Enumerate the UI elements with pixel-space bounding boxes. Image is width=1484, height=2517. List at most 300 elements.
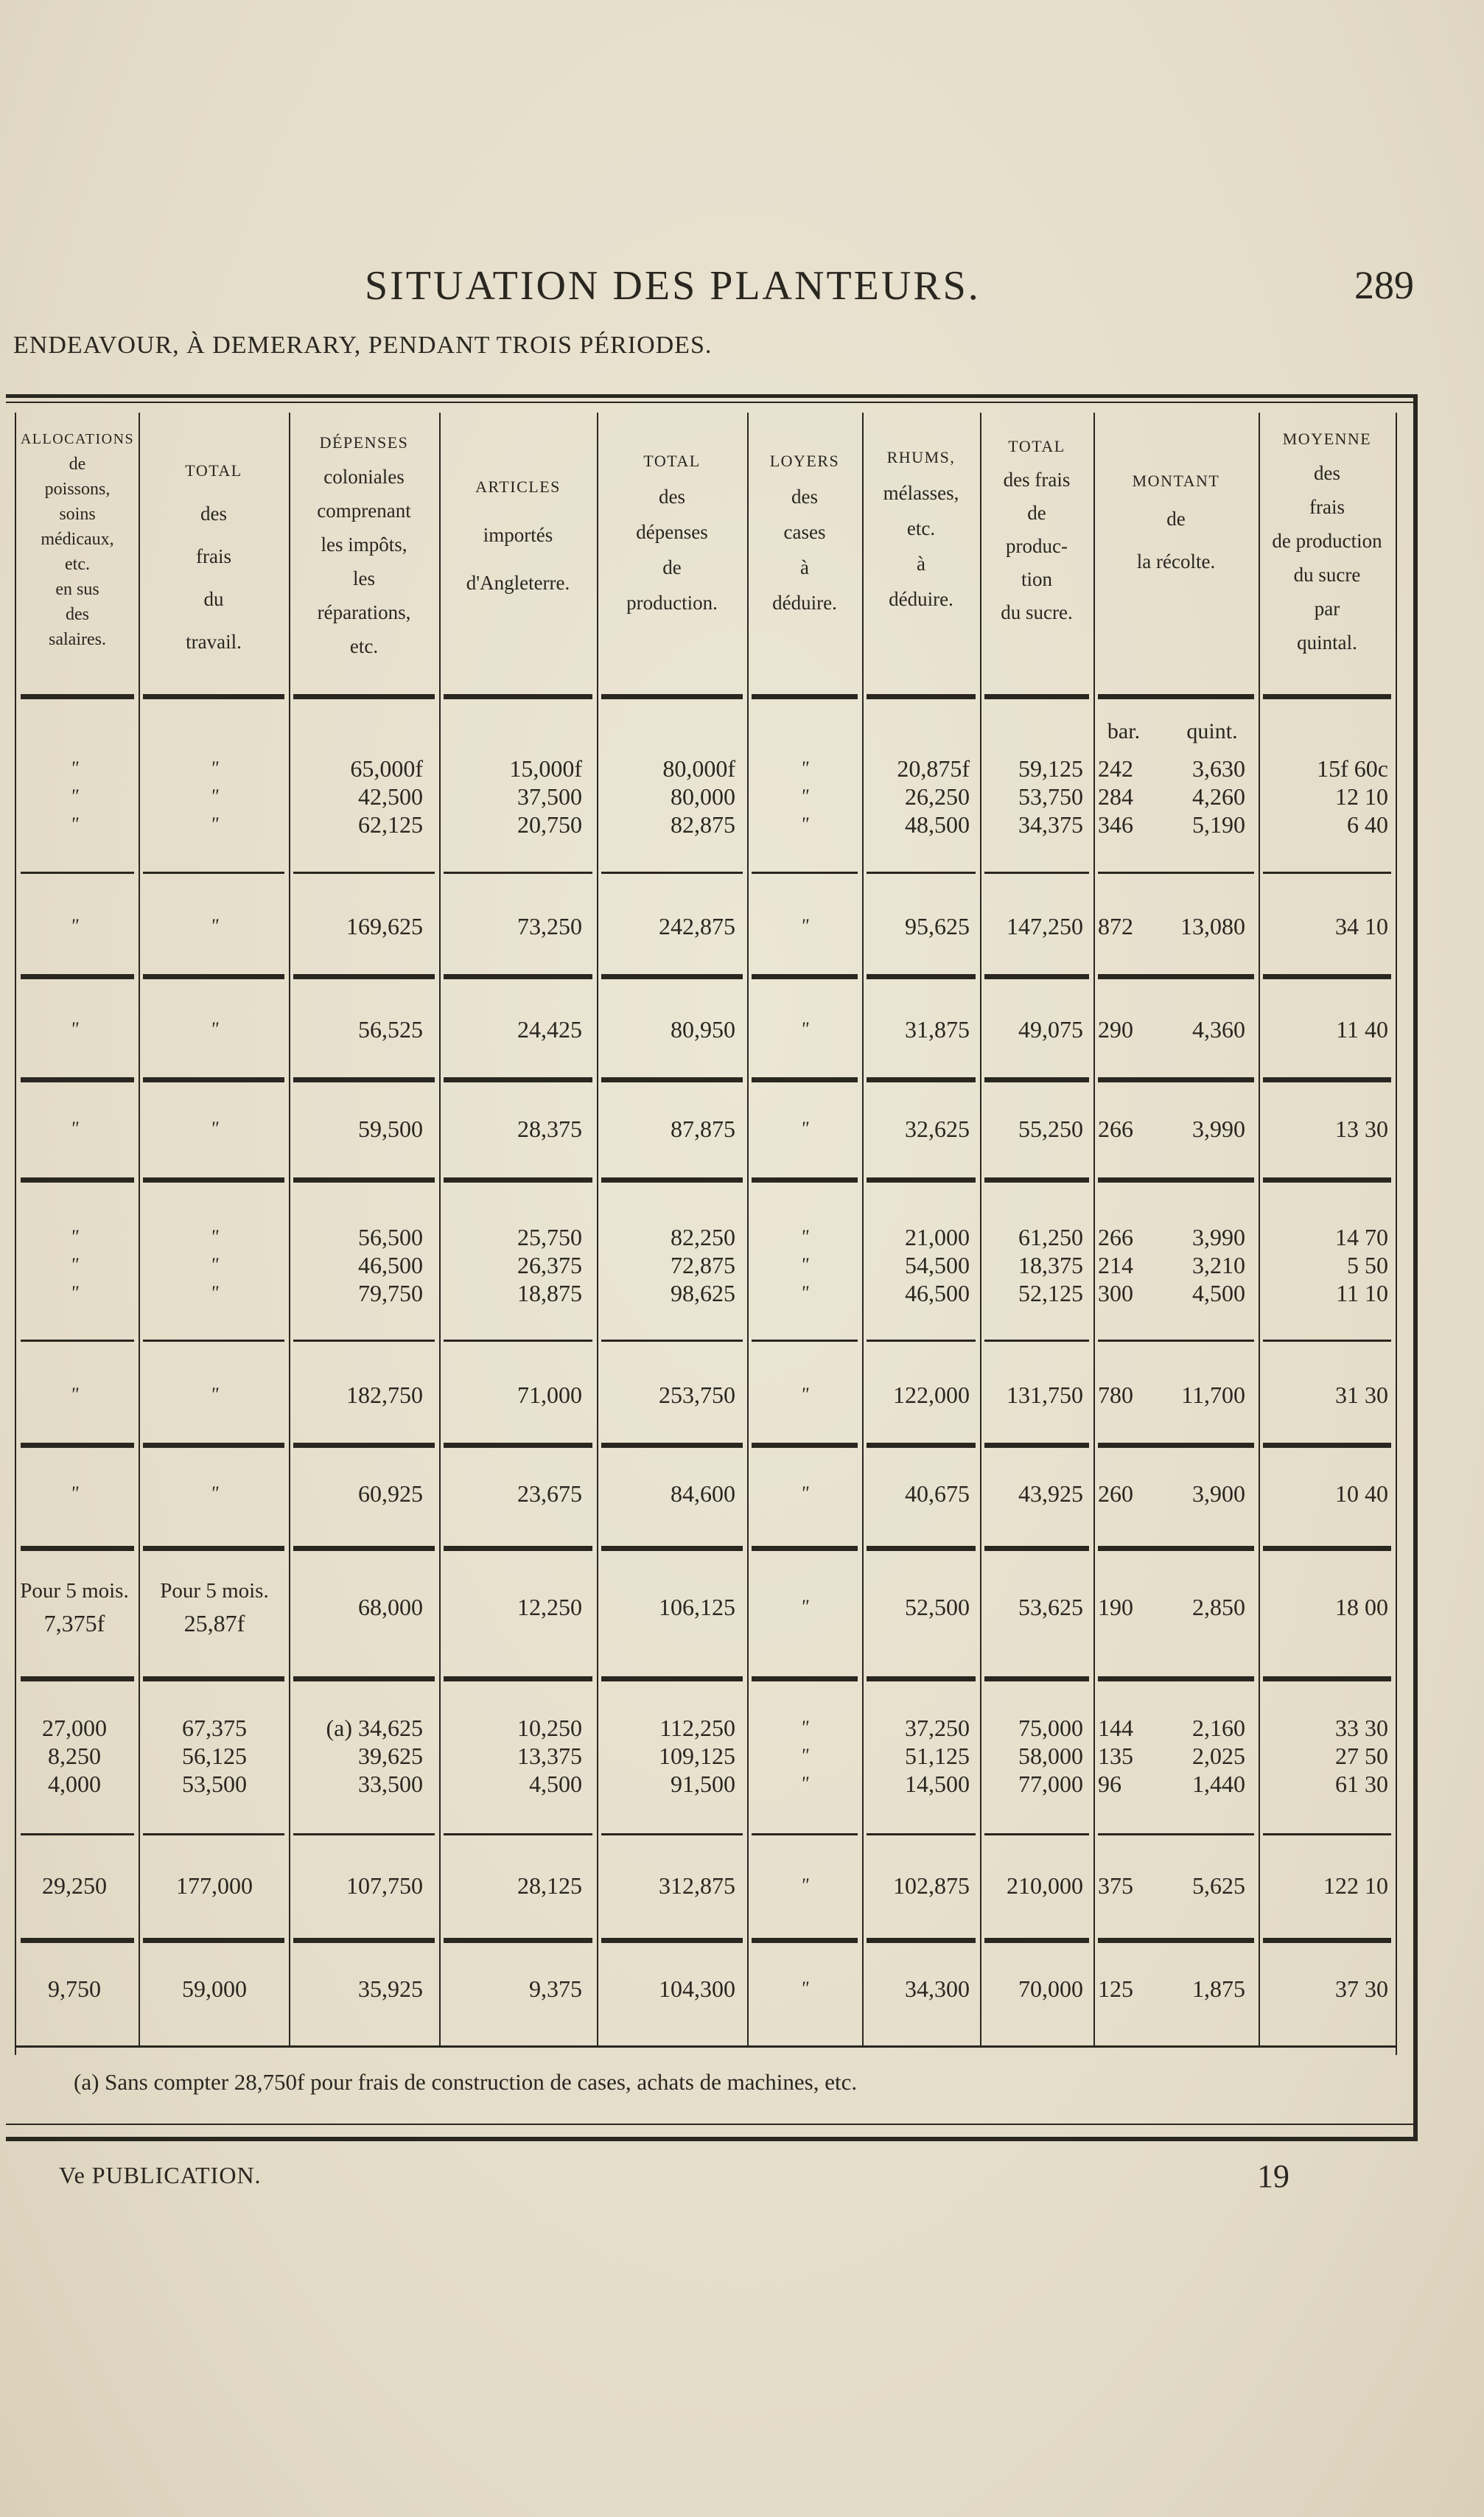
table-cell-quint: 1,440 [1192, 1771, 1245, 1797]
row-rule [293, 1676, 435, 1681]
column-header-c8: TOTAL [1008, 437, 1065, 455]
column-header-c4: importés [483, 524, 553, 546]
table-cell-c4: 20,750 [517, 811, 582, 838]
row-rule [143, 974, 284, 979]
column-header-c1: soins [59, 505, 96, 524]
footnote: (a) Sans compter 28,750f pour frais de construction de cases, achats de machines, etc. [74, 2069, 858, 2095]
column-rule [439, 413, 441, 2045]
table-cell-c5: 104,300 [659, 1975, 735, 2002]
table-cell-c1: Pour 5 mois. [20, 1579, 129, 1603]
table-cell-quint: 3,210 [1192, 1252, 1245, 1278]
column-rule [980, 413, 981, 2045]
table-cell-bar: 242 [1098, 755, 1133, 782]
row-rule [21, 1177, 134, 1183]
row-rule [21, 1546, 134, 1551]
table-cell-c7: 31,875 [905, 1016, 970, 1043]
table-cell-c2: 59,000 [182, 1975, 247, 2002]
table-subtitle: ENDEAVOUR, À DEMERARY, PENDANT TROIS PÉRIODES. [13, 332, 713, 359]
table-cell-c1: " [70, 785, 79, 807]
table-cell-c1: " [70, 757, 79, 779]
row-rule [1263, 1340, 1391, 1342]
table-cell-quint: 2,160 [1192, 1715, 1245, 1741]
column-header-c9: la récolte. [1136, 550, 1216, 573]
row-rule [601, 1177, 743, 1183]
column-header-c7: déduire. [889, 588, 953, 610]
column-header-c1: en sus [55, 580, 99, 599]
table-cell-c1: 4,000 [48, 1771, 101, 1797]
row-rule [601, 694, 743, 699]
table-cell-c6: " [800, 1482, 809, 1504]
table-cell-quint: 3,630 [1192, 755, 1245, 782]
row-rule [867, 1340, 976, 1342]
table-cell-c8: 59,125 [1018, 755, 1083, 782]
row-rule [752, 1546, 858, 1551]
row-rule [867, 1443, 976, 1448]
table-cell-bar: 290 [1098, 1016, 1133, 1043]
column-header-c2: frais [196, 545, 231, 567]
table-cell-c2: " [210, 1226, 219, 1247]
row-rule [601, 974, 743, 979]
row-rule [984, 872, 1089, 874]
table-cell-c7: 32,625 [905, 1116, 970, 1142]
table-cell-c5: 80,950 [671, 1016, 735, 1043]
column-header-c2: TOTAL [185, 461, 242, 480]
table-cell-c6: " [800, 1596, 809, 1617]
row-rule [293, 1177, 435, 1183]
table-cell-c3: 107,750 [346, 1872, 423, 1899]
column-header-c7: etc. [906, 517, 936, 539]
running-title: SITUATION DES PLANTEURS. [365, 263, 981, 309]
table-cell-bar: 214 [1098, 1252, 1133, 1278]
table-cell-bar: 375 [1098, 1872, 1133, 1899]
table-cell-c3: 46,500 [358, 1252, 423, 1278]
table-cell-c5: 72,875 [671, 1252, 735, 1278]
page-number: 289 [1354, 263, 1414, 307]
row-rule [984, 1676, 1089, 1681]
row-rule [867, 872, 976, 874]
table-cell-c5: 312,875 [659, 1872, 735, 1899]
table-cell-moy: 13 30 [1335, 1116, 1388, 1142]
table-cell-c3: 35,925 [358, 1975, 423, 2002]
table-cell-c1: 9,750 [48, 1975, 101, 2002]
table-cell-c7: 40,675 [905, 1480, 970, 1507]
table-cell-c6: " [800, 1384, 809, 1405]
table-cell-c2: " [210, 1384, 219, 1405]
row-rule [444, 872, 592, 874]
row-rule [21, 974, 134, 979]
table-cell-c7: 122,000 [893, 1382, 970, 1408]
row-rule [867, 1077, 976, 1082]
table-cell-c5: 80,000f [662, 755, 735, 782]
row-rule [293, 694, 435, 699]
row-rule [143, 1443, 284, 1448]
table-cell-c2: Pour 5 mois. [160, 1579, 269, 1603]
column-rule [139, 413, 140, 2045]
column-header-c5: dépenses [636, 521, 708, 543]
table-cell-c8: 75,000 [1018, 1715, 1083, 1741]
row-rule [601, 1938, 743, 1943]
table-cell-c3: 42,500 [358, 783, 423, 810]
column-header-c8: de [1027, 502, 1046, 524]
table-cell-moy: 31 30 [1335, 1382, 1388, 1408]
table-cell-c4: 28,125 [517, 1872, 582, 1899]
table-cell-c4: 18,875 [517, 1280, 582, 1306]
table-cell-c5: 87,875 [671, 1116, 735, 1142]
row-rule [1263, 1676, 1391, 1681]
column-header-c5: des [659, 486, 685, 508]
table-cell-quint: 4,260 [1192, 783, 1245, 810]
row-rule [1098, 1177, 1254, 1183]
column-rule [597, 413, 598, 2045]
row-rule [984, 1546, 1089, 1551]
table-cell-c2: " [210, 757, 219, 779]
table-cell-c3: 68,000 [358, 1594, 423, 1620]
table-cell-c8: 210,000 [1007, 1872, 1083, 1899]
table-cell-c4: 26,375 [517, 1252, 582, 1278]
row-rule [867, 1938, 976, 1943]
table-cell-bar: 872 [1098, 913, 1133, 939]
table-cell-c6: " [800, 1717, 809, 1738]
column-header-c9: MONTANT [1132, 472, 1220, 490]
row-rule [444, 1077, 592, 1082]
table-cell-c5: 82,250 [671, 1224, 735, 1250]
row-rule [867, 1676, 976, 1681]
table-cell-c1: 7,375f [43, 1610, 105, 1636]
column-header-c1: de [69, 455, 86, 474]
column-header-c3: etc. [349, 635, 379, 657]
table-cell-bar: 780 [1098, 1382, 1133, 1408]
column-header-c10: frais [1309, 496, 1345, 518]
row-rule [143, 1833, 284, 1835]
column-header-c8: du sucre. [1001, 601, 1073, 623]
row-rule [293, 872, 435, 874]
row-rule [444, 1443, 592, 1448]
table-cell-c4: 24,425 [517, 1016, 582, 1043]
table-cell-c6: " [800, 915, 809, 937]
table-cell-c1: " [70, 1282, 79, 1303]
row-rule [752, 1443, 858, 1448]
row-rule [444, 1938, 592, 1943]
table-cell-c6: " [800, 1874, 809, 1896]
table-cell-c2: " [210, 1254, 219, 1275]
montant-quint-subheader: quint. [1186, 719, 1238, 743]
table-cell-moy: 12 10 [1335, 783, 1388, 810]
column-header-c7: RHUMS, [886, 448, 956, 466]
column-header-c2: des [200, 503, 227, 525]
row-rule [1263, 1546, 1391, 1551]
table-cell-quint: 3,990 [1192, 1224, 1245, 1250]
table-cell-c2: " [210, 785, 219, 807]
row-rule [1098, 1833, 1254, 1835]
table-cell-c4: 28,375 [517, 1116, 582, 1142]
row-rule [444, 974, 592, 979]
column-header-c8: tion [1021, 568, 1052, 590]
table-cell-moy: 37 30 [1335, 1975, 1388, 2002]
table-cell-quint: 5,190 [1192, 811, 1245, 838]
table-cell-c6: " [800, 1118, 809, 1139]
table-cell-quint: 2,025 [1192, 1743, 1245, 1769]
row-rule [984, 1833, 1089, 1835]
table-cell-c1: " [70, 1118, 79, 1139]
row-rule [752, 872, 858, 874]
column-header-c6: des [791, 486, 818, 508]
table-cell-c2: 177,000 [176, 1872, 253, 1899]
row-rule [444, 1546, 592, 1551]
table-cell-c5: 242,875 [659, 913, 735, 939]
table-cell-c3: (a) 34,625 [326, 1715, 423, 1741]
column-header-c3: DÉPENSES [319, 433, 409, 452]
table-cell-c3: 65,000f [350, 755, 423, 782]
table-cell-moy: 6 40 [1347, 811, 1388, 838]
table-cell-c1: " [70, 1384, 79, 1405]
table-cell-c8: 52,125 [1018, 1280, 1083, 1306]
row-rule [143, 1546, 284, 1551]
column-header-c2: travail. [186, 631, 242, 653]
table-cell-c3: 39,625 [358, 1743, 423, 1769]
table-cell-quint: 3,990 [1192, 1116, 1245, 1142]
column-header-c6: cases [783, 521, 826, 543]
column-header-c10: MOYENNE [1282, 430, 1372, 448]
table-cell-c8: 53,625 [1018, 1594, 1083, 1620]
table-cell-c5: 98,625 [671, 1280, 735, 1306]
column-header-c8: des frais [1003, 469, 1071, 491]
table-cell-quint: 3,900 [1192, 1480, 1245, 1507]
row-rule [752, 1676, 858, 1681]
table-cell-bar: 300 [1098, 1280, 1133, 1306]
row-rule [601, 1833, 743, 1835]
column-header-c5: de [662, 556, 682, 578]
column-header-c10: quintal. [1297, 631, 1357, 654]
table-cell-c7: 54,500 [905, 1252, 970, 1278]
row-rule [752, 1938, 858, 1943]
table-cell-c2: " [210, 1282, 219, 1303]
row-rule [1263, 974, 1391, 979]
column-header-c3: réparations, [317, 601, 411, 623]
table-cell-c5: 91,500 [671, 1771, 735, 1797]
table-cell-c3: 33,500 [358, 1771, 423, 1797]
table-cell-c1: " [70, 1018, 79, 1040]
table-cell-c5: 80,000 [671, 783, 735, 810]
table-cell-c1: " [70, 1254, 79, 1275]
table-cell-c2: " [210, 1118, 219, 1139]
row-rule [1098, 1676, 1254, 1681]
table-cell-quint: 4,500 [1192, 1280, 1245, 1306]
table-cell-c4: 12,250 [517, 1594, 582, 1620]
table-cell-bar: 266 [1098, 1224, 1133, 1250]
table-cell-c4: 71,000 [517, 1382, 582, 1408]
row-rule [444, 694, 592, 699]
table-cell-c3: 62,125 [358, 811, 423, 838]
table-cell-c1: " [70, 915, 79, 937]
row-rule [984, 1077, 1089, 1082]
row-rule [601, 1077, 743, 1082]
row-rule [143, 694, 284, 699]
table-cell-c5: 253,750 [659, 1382, 735, 1408]
column-header-c5: TOTAL [643, 452, 701, 470]
column-header-c4: d'Angleterre. [466, 572, 570, 594]
table-cell-moy: 5 50 [1347, 1252, 1388, 1278]
table-cell-c6: " [800, 1773, 809, 1794]
table-cell-quint: 13,080 [1180, 913, 1245, 939]
column-header-c3: les impôts, [321, 533, 407, 556]
column-header-c5: production. [626, 592, 718, 614]
row-rule [867, 1177, 976, 1183]
table-cell-c1: " [70, 1482, 79, 1504]
table-right-rule [1396, 413, 1397, 2055]
table-cell-c7: 21,000 [905, 1224, 970, 1250]
table-cell-c1: " [70, 1226, 79, 1247]
table-cell-c2: " [210, 1018, 219, 1040]
table-cell-bar: 190 [1098, 1594, 1133, 1620]
column-header-c6: déduire. [772, 592, 837, 614]
row-rule [867, 974, 976, 979]
table-cell-c8: 49,075 [1018, 1016, 1083, 1043]
table-cell-c5: 106,125 [659, 1594, 735, 1620]
table-cell-c2: " [210, 813, 219, 835]
table-cell-c4: 15,000f [509, 755, 582, 782]
table-cell-c6: " [800, 1282, 809, 1303]
column-header-c6: LOYERS [769, 452, 840, 470]
table-cell-bar: 260 [1098, 1480, 1133, 1507]
column-header-c10: des [1314, 462, 1340, 484]
row-rule [1263, 872, 1391, 874]
row-rule [1098, 1546, 1254, 1551]
table-cell-c6: " [800, 757, 809, 779]
table-cell-c7: 102,875 [893, 1872, 970, 1899]
column-header-c3: comprenant [317, 500, 411, 522]
table-cell-c7: 51,125 [905, 1743, 970, 1769]
montant-bar-subheader: bar. [1107, 719, 1141, 743]
row-rule [1263, 1177, 1391, 1183]
row-rule [867, 1546, 976, 1551]
row-rule [601, 872, 743, 874]
table-cell-c8: 70,000 [1018, 1975, 1083, 2002]
row-rule [1263, 1833, 1391, 1835]
table-cell-c3: 56,525 [358, 1016, 423, 1043]
row-rule [293, 974, 435, 979]
frame-rule [6, 2124, 1413, 2125]
table-cell-c2: " [210, 1482, 219, 1504]
column-header-c3: coloniales [323, 466, 405, 488]
table-cell-bar: 346 [1098, 811, 1133, 838]
row-rule [143, 1676, 284, 1681]
column-header-c3: les [353, 567, 375, 589]
column-header-c1: poissons, [44, 480, 111, 499]
row-rule [444, 1340, 592, 1342]
table-cell-c8: 53,750 [1018, 783, 1083, 810]
row-rule [984, 1340, 1089, 1342]
table-cell-c6: " [800, 813, 809, 835]
row-rule [601, 1546, 743, 1551]
row-rule [1263, 694, 1391, 699]
table-cell-c2: 53,500 [182, 1771, 247, 1797]
table-cell-c6: " [800, 1745, 809, 1766]
table-cell-bar: 96 [1098, 1771, 1121, 1797]
table-cell-moy: 15f 60c [1317, 755, 1388, 782]
table-cell-quint: 11,700 [1181, 1382, 1245, 1408]
row-rule [1098, 1340, 1254, 1342]
table-cell-c4: 9,375 [529, 1975, 582, 2002]
table-cell-c4: 23,675 [517, 1480, 582, 1507]
table-cell-bar: 266 [1098, 1116, 1133, 1142]
row-rule [867, 1833, 976, 1835]
row-rule [601, 1676, 743, 1681]
sheet-signature: 19 [1257, 2158, 1289, 2194]
table-cell-c5: 112,250 [659, 1715, 735, 1741]
table-cell-c7: 46,500 [905, 1280, 970, 1306]
table-cell-bar: 284 [1098, 783, 1133, 810]
row-rule [293, 1077, 435, 1082]
row-rule [601, 1340, 743, 1342]
column-rule [862, 413, 864, 2045]
table-cell-c1: " [70, 813, 79, 835]
table-cell-bar: 135 [1098, 1743, 1133, 1769]
table-cell-bar: 125 [1098, 1975, 1133, 2002]
row-rule [293, 1340, 435, 1342]
table-cell-c8: 77,000 [1018, 1771, 1083, 1797]
table-cell-c4: 73,250 [517, 913, 582, 939]
row-rule [752, 1340, 858, 1342]
table-cell-c4: 4,500 [529, 1771, 582, 1797]
column-header-c1: des [66, 605, 89, 624]
table-cell-c5: 109,125 [659, 1743, 735, 1769]
row-rule [1098, 1938, 1254, 1943]
table-cell-c5: 84,600 [671, 1480, 735, 1507]
table-cell-c7: 20,875f [897, 755, 970, 782]
row-rule [601, 1443, 743, 1448]
table-bottom-rule [15, 2045, 1397, 2048]
column-rule [1093, 413, 1095, 2045]
column-header-c10: de production [1272, 530, 1382, 552]
table-cell-c4: 37,500 [517, 783, 582, 810]
table-cell-c6: " [800, 1018, 809, 1040]
table-cell-c7: 37,250 [905, 1715, 970, 1741]
row-rule [444, 1833, 592, 1835]
table-cell-c7: 48,500 [905, 811, 970, 838]
column-header-c10: du sucre [1293, 564, 1361, 586]
column-header-c10: par [1314, 598, 1340, 620]
table-cell-moy: 18 00 [1335, 1594, 1388, 1620]
row-rule [21, 1340, 134, 1342]
column-header-c4: ARTICLES [475, 477, 561, 496]
column-header-c7: à [917, 553, 925, 575]
table-cell-c4: 25,750 [517, 1224, 582, 1250]
row-rule [293, 1546, 435, 1551]
table-cell-c7: 14,500 [905, 1771, 970, 1797]
row-rule [21, 1443, 134, 1448]
table-cell-moy: 122 10 [1323, 1872, 1388, 1899]
publication-signature: Ve PUBLICATION. [59, 2162, 262, 2188]
row-rule [21, 1676, 134, 1681]
frame-rule [6, 402, 1418, 403]
column-header-c1: etc. [65, 555, 90, 574]
row-rule [293, 1443, 435, 1448]
row-rule [752, 974, 858, 979]
table-cell-c7: 26,250 [905, 783, 970, 810]
table-cell-c6: " [800, 1978, 809, 1999]
column-header-c6: à [800, 556, 809, 578]
row-rule [984, 1938, 1089, 1943]
table-cell-c2: 67,375 [182, 1715, 247, 1741]
table-cell-quint: 2,850 [1192, 1594, 1245, 1620]
row-rule [143, 1077, 284, 1082]
table-cell-c2: 56,125 [182, 1743, 247, 1769]
column-header-c2: du [203, 588, 224, 610]
table-cell-moy: 11 40 [1336, 1016, 1388, 1043]
table-cell-c8: 58,000 [1018, 1743, 1083, 1769]
row-rule [444, 1676, 592, 1681]
column-header-c1: médicaux, [41, 530, 114, 549]
